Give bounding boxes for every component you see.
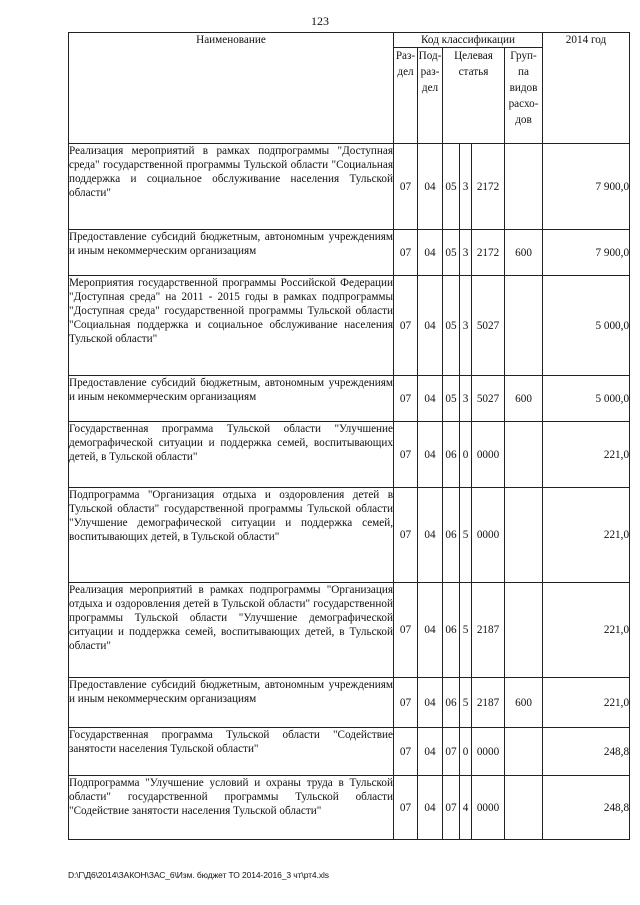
row-razdel: 07 — [394, 276, 418, 376]
row-vid: 600 — [505, 230, 543, 276]
row-name: Государственная программа Тульской области "Содействие занятости населения Тульской области" — [69, 728, 394, 776]
row-razdel: 07 — [394, 376, 418, 422]
table-row — [69, 376, 630, 422]
file-path-footer: D:\Г\Д6\2014\ЗАКОН\ЗАС_6\Изм. бюджет ТО 2014-2016_3 чт\рт4.xls — [68, 870, 329, 880]
row-sum: 221,0 — [543, 678, 630, 728]
row-podrazdel: 04 — [418, 776, 443, 840]
row-sum: 7 900,0 — [543, 230, 630, 276]
row-target-part2: 5 — [460, 488, 472, 583]
header-year: 2014 год — [543, 33, 630, 144]
row-name: Подпрограмма "Улучшение условий и охраны труда в Тульской области" государственной программы Тульской области "Содействие занятости населения Тульской области" — [69, 776, 394, 840]
row-podrazdel: 04 — [418, 583, 443, 678]
row-target-part3: 2172 — [472, 230, 505, 276]
row-name: Реализация мероприятий в рамках подпрограммы "Организация отдыха и оздоровления детей в Тульской области" государственной программы Тульской области "Улучшение демографической ситуации и поддержка семей, воспитывающих детей, в Тульской области" — [69, 583, 394, 678]
row-podrazdel: 04 — [418, 422, 443, 488]
row-sum: 5 000,0 — [543, 376, 630, 422]
row-razdel: 07 — [394, 583, 418, 678]
row-target-part1: 05 — [443, 276, 460, 376]
row-vid — [505, 728, 543, 776]
row-podrazdel: 04 — [418, 488, 443, 583]
row-target-part2: 3 — [460, 144, 472, 230]
row-name: Предоставление субсидий бюджетным, автономным учреждениям и иным некоммерческим организациям — [69, 230, 394, 276]
table-row — [69, 583, 630, 678]
row-vid: 600 — [505, 678, 543, 728]
row-target-part2: 3 — [460, 276, 472, 376]
row-name: Предоставление субсидий бюджетным, автономным учреждениям и иным некоммерческим организациям — [69, 678, 394, 728]
row-vid: 600 — [505, 376, 543, 422]
page-number: 123 — [311, 14, 329, 28]
row-target-part3: 0000 — [472, 728, 505, 776]
header-code-group: Код классификации — [394, 33, 543, 48]
header-target: Целевая статья — [443, 48, 505, 144]
row-razdel: 07 — [394, 422, 418, 488]
row-sum: 248,8 — [543, 728, 630, 776]
row-podrazdel: 04 — [418, 230, 443, 276]
table-row — [69, 728, 630, 776]
row-target-part3: 0000 — [472, 422, 505, 488]
table-row — [69, 144, 630, 230]
row-podrazdel: 04 — [418, 678, 443, 728]
row-target-part3: 0000 — [472, 488, 505, 583]
row-target-part2: 3 — [460, 230, 472, 276]
header-vid: Груп- па видов расхо- дов — [505, 48, 543, 144]
row-vid — [505, 776, 543, 840]
row-name: Государственная программа Тульской области "Улучшение демографической ситуации и поддержка семей, воспитывающих детей, в Тульской области" — [69, 422, 394, 488]
table-row — [69, 276, 630, 376]
row-target-part2: 5 — [460, 678, 472, 728]
row-target-part1: 07 — [443, 728, 460, 776]
row-razdel: 07 — [394, 678, 418, 728]
row-razdel: 07 — [394, 488, 418, 583]
row-target-part2: 4 — [460, 776, 472, 840]
row-target-part1: 06 — [443, 488, 460, 583]
row-vid — [505, 144, 543, 230]
row-sum: 221,0 — [543, 583, 630, 678]
row-razdel: 07 — [394, 144, 418, 230]
row-name: Подпрограмма "Организация отдыха и оздоровления детей в Тульской области" государственной программы Тульской области "Улучшение демографической ситуации и поддержка семей, воспитывающих детей, в Тульской области" — [69, 488, 394, 583]
row-target-part2: 0 — [460, 728, 472, 776]
table-row — [69, 422, 630, 488]
row-podrazdel: 04 — [418, 276, 443, 376]
row-target-part1: 05 — [443, 230, 460, 276]
table-row — [69, 776, 630, 840]
row-podrazdel: 04 — [418, 144, 443, 230]
row-target-part1: 06 — [443, 678, 460, 728]
row-target-part1: 07 — [443, 776, 460, 840]
row-target-part3: 5027 — [472, 276, 505, 376]
row-sum: 248,8 — [543, 776, 630, 840]
row-sum: 221,0 — [543, 488, 630, 583]
row-vid — [505, 488, 543, 583]
row-target-part3: 2187 — [472, 678, 505, 728]
table-body — [69, 144, 630, 840]
row-target-part1: 06 — [443, 422, 460, 488]
row-target-part2: 3 — [460, 376, 472, 422]
table-row — [69, 678, 630, 728]
row-name: Реализация мероприятий в рамках подпрограммы "Доступная среда" государственной программы Тульской области "Социальная поддержка и социальное обслуживание населения Тульской области" — [69, 144, 394, 230]
row-target-part3: 5027 — [472, 376, 505, 422]
header-razdel: Раз- дел — [394, 48, 418, 144]
row-vid — [505, 422, 543, 488]
row-target-part2: 0 — [460, 422, 472, 488]
row-razdel: 07 — [394, 728, 418, 776]
table-row — [69, 230, 630, 276]
row-name: Предоставление субсидий бюджетным, автономным учреждениям и иным некоммерческим организациям — [69, 376, 394, 422]
row-target-part1: 05 — [443, 376, 460, 422]
budget-table — [68, 32, 630, 840]
row-razdel: 07 — [394, 230, 418, 276]
row-target-part1: 06 — [443, 583, 460, 678]
header-podrazdel: Под- раз- дел — [418, 48, 443, 144]
row-target-part2: 5 — [460, 583, 472, 678]
row-vid — [505, 276, 543, 376]
row-name: Мероприятия государственной программы Российской Федерации "Доступная среда" на 2011 - 2015 годы в рамках подпрограммы "Доступная среда" государственной программы Тульской области "Социальная поддержка и социальное обслуживание населения Тульской области" — [69, 276, 394, 376]
row-target-part3: 2187 — [472, 583, 505, 678]
row-sum: 5 000,0 — [543, 276, 630, 376]
row-podrazdel: 04 — [418, 728, 443, 776]
row-razdel: 07 — [394, 776, 418, 840]
row-podrazdel: 04 — [418, 376, 443, 422]
row-sum: 7 900,0 — [543, 144, 630, 230]
row-vid — [505, 583, 543, 678]
row-sum: 221,0 — [543, 422, 630, 488]
row-target-part3: 0000 — [472, 776, 505, 840]
row-target-part3: 2172 — [472, 144, 505, 230]
header-name: Наименование — [69, 33, 394, 144]
row-target-part1: 05 — [443, 144, 460, 230]
table-row — [69, 488, 630, 583]
